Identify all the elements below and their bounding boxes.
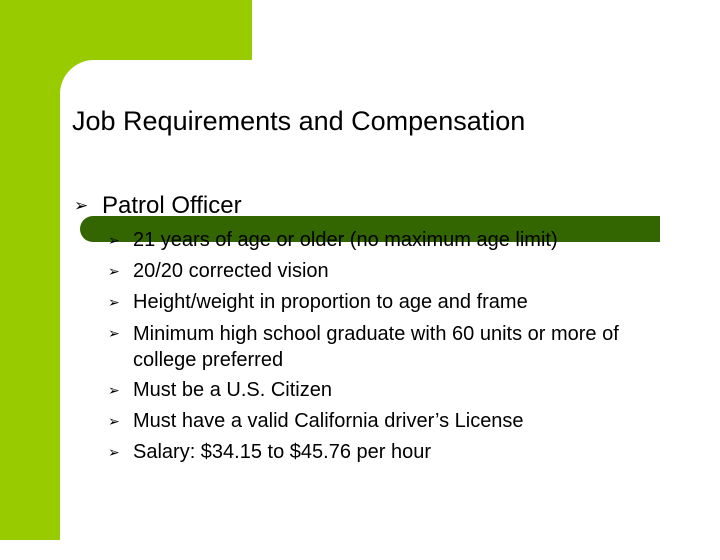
arrow-bullet-icon: ➢	[108, 325, 120, 341]
list-item-text: Must be a U.S. Citizen	[133, 379, 332, 401]
list-item	[108, 375, 633, 406]
main-bullet	[74, 190, 242, 222]
list-item-text: Salary: $34.15 to $45.76 per hour	[133, 441, 431, 463]
list-item-text: Minimum high school graduate with 60 units or more of college preferred	[133, 323, 619, 371]
arrow-bullet-icon: ➢	[108, 232, 120, 248]
list-item	[108, 406, 633, 437]
list-item-text: 21 years of age or older (no maximum age limit)	[133, 229, 558, 251]
main-bullet-text: Patrol Officer	[102, 192, 242, 219]
arrow-bullet-icon: ➢	[108, 263, 120, 279]
arrow-bullet-icon: ➢	[108, 382, 120, 398]
list-item	[108, 287, 633, 318]
arrow-bullet-icon: ➢	[108, 294, 120, 310]
arrow-bullet-icon: ➢	[108, 444, 120, 460]
list-item	[108, 437, 633, 468]
list-item	[108, 256, 633, 287]
list-item-text: 20/20 corrected vision	[133, 260, 329, 282]
list-item	[108, 225, 633, 256]
list-item-text: Height/weight in proportion to age and frame	[133, 291, 528, 313]
arrow-bullet-icon: ➢	[108, 413, 120, 429]
arrow-bullet-icon: ➢	[74, 196, 89, 215]
list-item	[108, 318, 633, 375]
requirements-list	[108, 225, 633, 468]
slide-title: Job Requirements and Compensation	[72, 106, 526, 136]
list-item-text: Must have a valid California driver’s License	[133, 410, 524, 432]
